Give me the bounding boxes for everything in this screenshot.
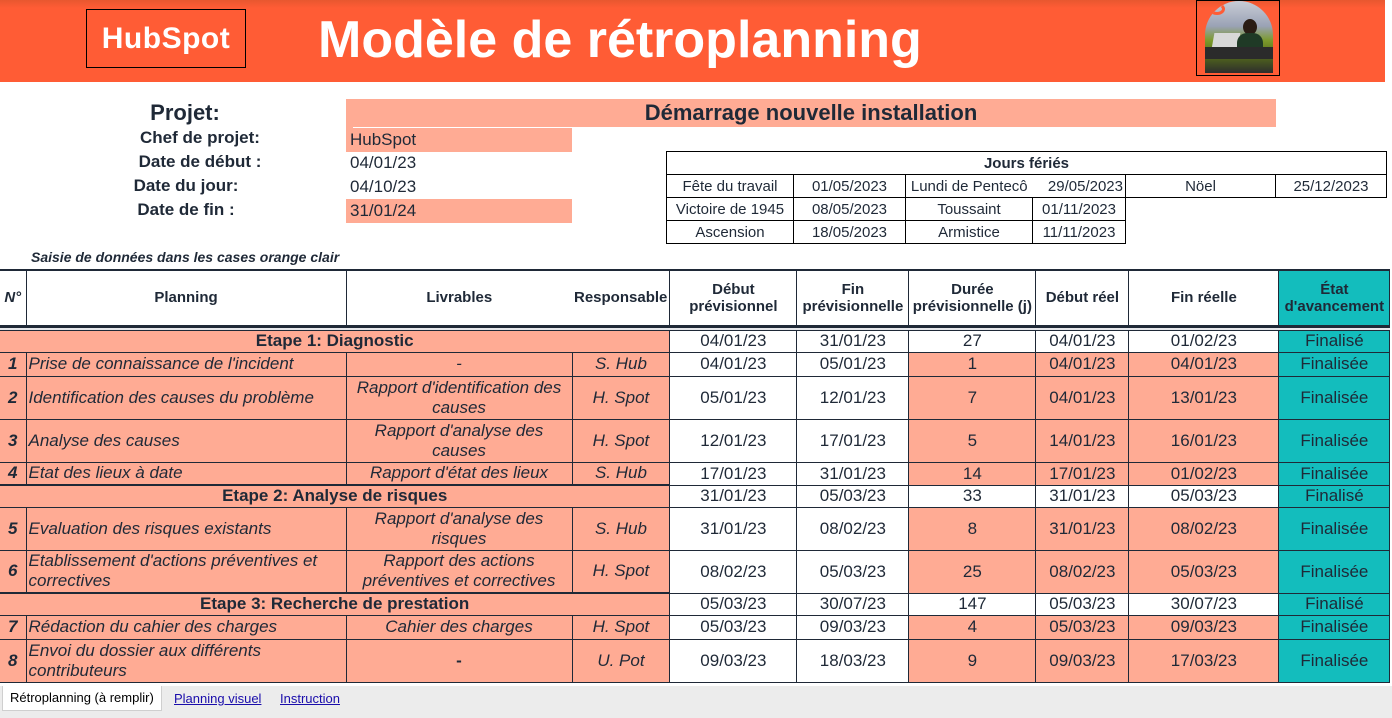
end-date-label: Date de fin : [137, 200, 235, 219]
task-responsable[interactable]: U. Pot [572, 639, 670, 682]
col-planning: Planning [26, 270, 346, 326]
cell[interactable]: 05/03/23 [1129, 550, 1279, 593]
table-row [0, 376, 1390, 419]
task-num: 3 [0, 419, 26, 462]
task-responsable[interactable]: S. Hub [572, 352, 670, 376]
cell: 147 [909, 593, 1036, 615]
task-livrable[interactable]: Rapport des actions préventives et correctives [346, 550, 572, 593]
cell[interactable]: 05/03/23 [1036, 615, 1129, 639]
cell[interactable]: 14/01/23 [1036, 419, 1129, 462]
table-row [0, 507, 1390, 550]
task-planning[interactable]: Envoi du dossier aux différents contributeurs [26, 639, 346, 682]
status-badge[interactable]: Finalisée [1279, 352, 1390, 376]
holiday-date: 01/05/2023 [794, 175, 906, 198]
project-value: Démarrage nouvelle installation [644, 100, 978, 125]
cell: 31/01/23 [1036, 485, 1129, 507]
planning-table [0, 269, 1390, 683]
task-planning[interactable]: Rédaction du cahier des charges [26, 615, 346, 639]
task-planning[interactable]: Prise de connaissance de l'incident [26, 352, 346, 376]
cell: 05/03/23 [670, 615, 797, 639]
holiday-name: Armistice [906, 221, 1033, 244]
col-debut-prev: Début prévisionnel [670, 270, 797, 326]
sheet-tab-bar [0, 686, 1392, 718]
table-header-row [0, 270, 1390, 326]
table-row [0, 639, 1390, 682]
empty-cell [1276, 221, 1387, 244]
col-livrables: Livrables [346, 270, 572, 326]
cell[interactable]: 31/01/23 [1036, 507, 1129, 550]
cell[interactable]: 17/01/23 [1036, 462, 1129, 485]
task-num: 8 [0, 639, 26, 682]
cell: 05/03/23 [670, 593, 797, 615]
holiday-name: Nöel [1126, 175, 1276, 198]
cell[interactable]: 04/01/23 [1036, 352, 1129, 376]
cell: 33 [909, 485, 1036, 507]
table-row [0, 462, 1390, 485]
cell[interactable]: 08/02/23 [1129, 507, 1279, 550]
task-planning[interactable]: Etat des lieux à date [26, 462, 346, 485]
cell[interactable]: 08/02/23 [1036, 550, 1129, 593]
status-badge[interactable]: Finalisée [1279, 550, 1390, 593]
task-responsable[interactable]: H. Spot [572, 550, 670, 593]
tab-planning-visuel[interactable]: Planning visuel [174, 691, 262, 706]
holiday-date: 29/05/2023 [1033, 175, 1126, 198]
cell[interactable]: 01/02/23 [1129, 462, 1279, 485]
empty-cell [1276, 198, 1387, 221]
cell: 18/03/23 [797, 639, 909, 682]
status-badge[interactable]: Finalisée [1279, 419, 1390, 462]
cell: 04/01/23 [670, 352, 797, 376]
task-num: 2 [0, 376, 26, 419]
status-badge[interactable]: Finalisée [1279, 615, 1390, 639]
holiday-name: Toussaint [906, 198, 1033, 221]
task-responsable[interactable]: H. Spot [572, 376, 670, 419]
stage-title: Etape 3: Recherche de prestation [0, 593, 670, 615]
cell[interactable]: 04/01/23 [1036, 376, 1129, 419]
status-badge[interactable]: Finalisée [1279, 376, 1390, 419]
status-badge[interactable]: Finalisée [1279, 639, 1390, 682]
holiday-name: Victoire de 1945 [667, 198, 794, 221]
holidays-title: Jours fériés [667, 152, 1387, 175]
hubspot-logo [86, 9, 246, 68]
col-responsable: Responsable [572, 270, 670, 326]
holiday-name: Ascension [667, 221, 794, 244]
status-badge: Finalisé [1279, 593, 1390, 615]
holidays-table [666, 151, 1387, 244]
cell: 31/01/23 [797, 330, 909, 352]
project-label: Projet: [150, 100, 220, 125]
task-responsable[interactable]: H. Spot [572, 419, 670, 462]
stage-row [0, 485, 1390, 507]
cell: 08/02/23 [670, 550, 797, 593]
col-fin-reelle: Fin réelle [1129, 270, 1279, 326]
task-planning[interactable]: Analyse des causes [26, 419, 346, 462]
cell[interactable]: 04/01/23 [1129, 352, 1279, 376]
col-duree-prev: Durée prévisionnelle (j) [909, 270, 1036, 326]
task-num: 7 [0, 615, 26, 639]
cell: 17/01/23 [670, 462, 797, 485]
holiday-name: Lundi de Pentecô [906, 175, 1033, 198]
manager-value[interactable]: HubSpot [346, 128, 572, 152]
cell: 09/03/23 [670, 639, 797, 682]
cell: 05/03/23 [797, 550, 909, 593]
cell[interactable]: 7 [909, 376, 1036, 419]
page-title: Modèle de rétroplanning [318, 11, 922, 69]
holiday-name: Fête du travail [667, 175, 794, 198]
logo-text: HubSpot [101, 21, 231, 55]
cell: 04/01/23 [670, 330, 797, 352]
col-fin-prev: Fin prévisionnelle [797, 270, 909, 326]
cell: 01/02/23 [1129, 330, 1279, 352]
task-livrable[interactable]: Rapport d'identification des causes [346, 376, 572, 419]
cell: 09/03/23 [797, 615, 909, 639]
stage-row [0, 593, 1390, 615]
tab-instruction[interactable]: Instruction [280, 691, 340, 706]
col-num: N° [0, 270, 26, 326]
empty-cell [1126, 198, 1276, 221]
cell[interactable]: 13/01/23 [1129, 376, 1279, 419]
cell: 17/01/23 [797, 419, 909, 462]
input-hint: Saisie de données dans les cases orange clair [31, 249, 340, 265]
table-row [0, 352, 1390, 376]
cell: 12/01/23 [670, 419, 797, 462]
tab-retroplanning[interactable]: Rétroplanning (à remplir) [2, 686, 162, 711]
cell: 05/03/23 [1129, 485, 1279, 507]
cell[interactable]: 25 [909, 550, 1036, 593]
empty-cell [1126, 221, 1276, 244]
col-debut-reel: Début réel [1036, 270, 1129, 326]
task-responsable[interactable]: S. Hub [572, 462, 670, 485]
cell[interactable]: 09/03/23 [1129, 615, 1279, 639]
status-badge[interactable]: Finalisée [1279, 507, 1390, 550]
today-date-label: Date du jour: [133, 176, 239, 195]
table-row [0, 550, 1390, 593]
task-num: 1 [0, 352, 26, 376]
cell: 30/07/23 [797, 593, 909, 615]
task-livrable[interactable]: Rapport d'analyse des causes [346, 419, 572, 462]
cell: 30/07/23 [1129, 593, 1279, 615]
task-num: 6 [0, 550, 26, 593]
end-date-value[interactable]: 31/01/24 [346, 199, 572, 223]
cell: 08/02/23 [797, 507, 909, 550]
holiday-date: 18/05/2023 [794, 221, 906, 244]
task-num: 5 [0, 507, 26, 550]
task-num: 4 [0, 462, 26, 485]
cell[interactable]: 14 [909, 462, 1036, 485]
stage-title: Etape 2: Analyse de risques [0, 485, 670, 507]
status-badge: Finalisé [1279, 485, 1390, 507]
holiday-date: 11/11/2023 [1033, 221, 1126, 244]
cell[interactable]: 4 [909, 615, 1036, 639]
cell: 05/03/23 [1036, 593, 1129, 615]
cell[interactable]: 1 [909, 352, 1036, 376]
cell[interactable]: 9 [909, 639, 1036, 682]
cell: 12/01/23 [797, 376, 909, 419]
cell[interactable]: 17/03/23 [1129, 639, 1279, 682]
header-photo [1196, 0, 1280, 76]
status-badge: Finalisé [1279, 330, 1390, 352]
task-planning[interactable]: Evaluation des risques existants [26, 507, 346, 550]
task-planning[interactable]: Identification des causes du problème [26, 376, 346, 419]
holiday-date: 01/11/2023 [1033, 198, 1126, 221]
table-row [0, 615, 1390, 639]
cell: 31/01/23 [670, 507, 797, 550]
cell: 31/01/23 [670, 485, 797, 507]
table-row [0, 419, 1390, 462]
task-planning[interactable]: Etablissement d'actions préventives et correctives [26, 550, 346, 593]
start-date-value: 04/01/23 [350, 153, 417, 172]
manager-label: Chef de projet: [140, 128, 260, 147]
cell: 27 [909, 330, 1036, 352]
status-badge[interactable]: Finalisée [1279, 462, 1390, 485]
project-value-cell[interactable] [346, 99, 1276, 127]
col-etat: État d'avancement [1279, 270, 1390, 326]
cell: 04/01/23 [1036, 330, 1129, 352]
today-date-value: 04/10/23 [350, 177, 417, 196]
cell: 05/01/23 [670, 376, 797, 419]
holiday-date: 08/05/2023 [794, 198, 906, 221]
task-livrable[interactable]: Rapport d'état des lieux [346, 462, 572, 485]
person-photo-icon [1205, 1, 1273, 73]
cell: 05/03/23 [797, 485, 909, 507]
cell[interactable]: 8 [909, 507, 1036, 550]
cell[interactable]: 5 [909, 419, 1036, 462]
task-responsable[interactable]: H. Spot [572, 615, 670, 639]
task-responsable[interactable]: S. Hub [572, 507, 670, 550]
cell[interactable]: 09/03/23 [1036, 639, 1129, 682]
task-livrable[interactable]: - [346, 352, 572, 376]
cell[interactable]: 16/01/23 [1129, 419, 1279, 462]
task-livrable[interactable]: Rapport d'analyse des risques [346, 507, 572, 550]
cell: 05/01/23 [797, 352, 909, 376]
holiday-date: 25/12/2023 [1276, 175, 1387, 198]
task-livrable[interactable]: - [346, 639, 572, 682]
stage-row [0, 330, 1390, 352]
start-date-label: Date de début : [138, 152, 262, 171]
task-livrable[interactable]: Cahier des charges [346, 615, 572, 639]
cell: 31/01/23 [797, 462, 909, 485]
stage-title: Etape 1: Diagnostic [0, 330, 670, 352]
header-banner [0, 0, 1385, 82]
